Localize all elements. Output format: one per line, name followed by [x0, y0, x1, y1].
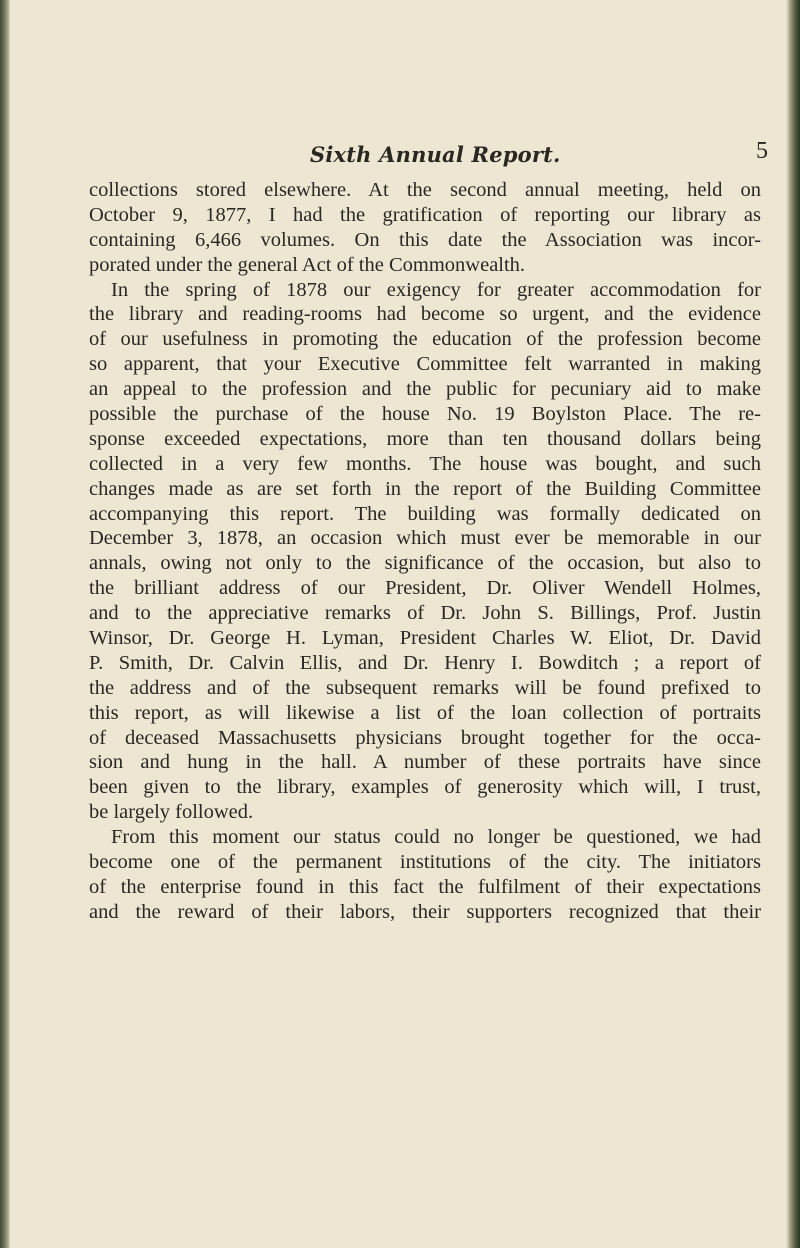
text-line: From this moment our status could no longer be questioned, we had	[111, 826, 761, 849]
page-edge-right	[786, 0, 800, 1248]
page-header	[0, 138, 800, 178]
text-line: become one of the permanent institutions of the city. The initiators	[89, 851, 761, 874]
text-line: P. Smith, Dr. Calvin Ellis, and Dr. Henry I. Bowditch ; a report of	[89, 651, 761, 674]
text-line: October 9, 1877, I had the gratification of reporting our library as	[89, 203, 761, 226]
text-line: so apparent, that your Executive Committee felt warranted in making	[89, 353, 761, 376]
text-line: collections stored elsewhere. At the second annual meeting, held on	[89, 179, 761, 201]
text-line: the library and reading-rooms had become so urgent, and the evidence	[89, 303, 761, 326]
text-line: changes made as are set forth in the report of the Building Committee	[89, 477, 761, 500]
text-line: December 3, 1878, an occasion which must ever be memorable in our	[89, 527, 761, 550]
running-title: Sixth Annual Report.	[310, 142, 561, 167]
page-number: 5	[756, 138, 768, 164]
body-text	[89, 178, 761, 925]
text-line: In the spring of 1878 our exigency for greater accommodation for	[111, 278, 761, 301]
text-line: and the reward of their labors, their supporters recognized that their	[89, 900, 761, 923]
text-line: annals, owing not only to the significance of the occasion, but also to	[89, 552, 761, 575]
text-line: been given to the library, examples of generosity which will, I trust,	[89, 776, 761, 799]
text-line: of our usefulness in promoting the education of the profession become	[89, 328, 761, 351]
text-line: be largely followed.	[89, 801, 254, 824]
text-line: sponse exceeded expectations, more than ten thousand dollars being	[89, 427, 761, 450]
text-line: and to the appreciative remarks of Dr. John S. Billings, Prof. Justin	[89, 602, 761, 625]
text-line: containing 6,466 volumes. On this date the Association was incor-	[89, 228, 761, 251]
page-edge-left	[0, 0, 10, 1248]
text-line: the address and of the subsequent remarks will be found prefixed to	[89, 676, 761, 699]
text-line: porated under the general Act of the Commonwealth.	[89, 253, 526, 276]
text-line: of deceased Massachusetts physicians brought together for the occa-	[89, 726, 761, 749]
text-line: this report, as will likewise a list of the loan collection of portraits	[89, 701, 761, 724]
text-line: Winsor, Dr. George H. Lyman, President Charles W. Eliot, Dr. David	[89, 627, 761, 650]
text-line: collected in a very few months. The house was bought, and such	[89, 452, 761, 475]
text-line: sion and hung in the hall. A number of these portraits have since	[89, 751, 761, 774]
text-line: of the enterprise found in this fact the fulfilment of their expectations	[89, 875, 761, 898]
text-line: the brilliant address of our President, Dr. Oliver Wendell Holmes,	[89, 577, 761, 600]
text-line: an appeal to the profession and the public for pecuniary aid to make	[89, 378, 761, 401]
text-line: accompanying this report. The building was formally dedicated on	[89, 502, 761, 525]
text-line: possible the purchase of the house No. 19 Boylston Place. The re-	[89, 403, 761, 426]
